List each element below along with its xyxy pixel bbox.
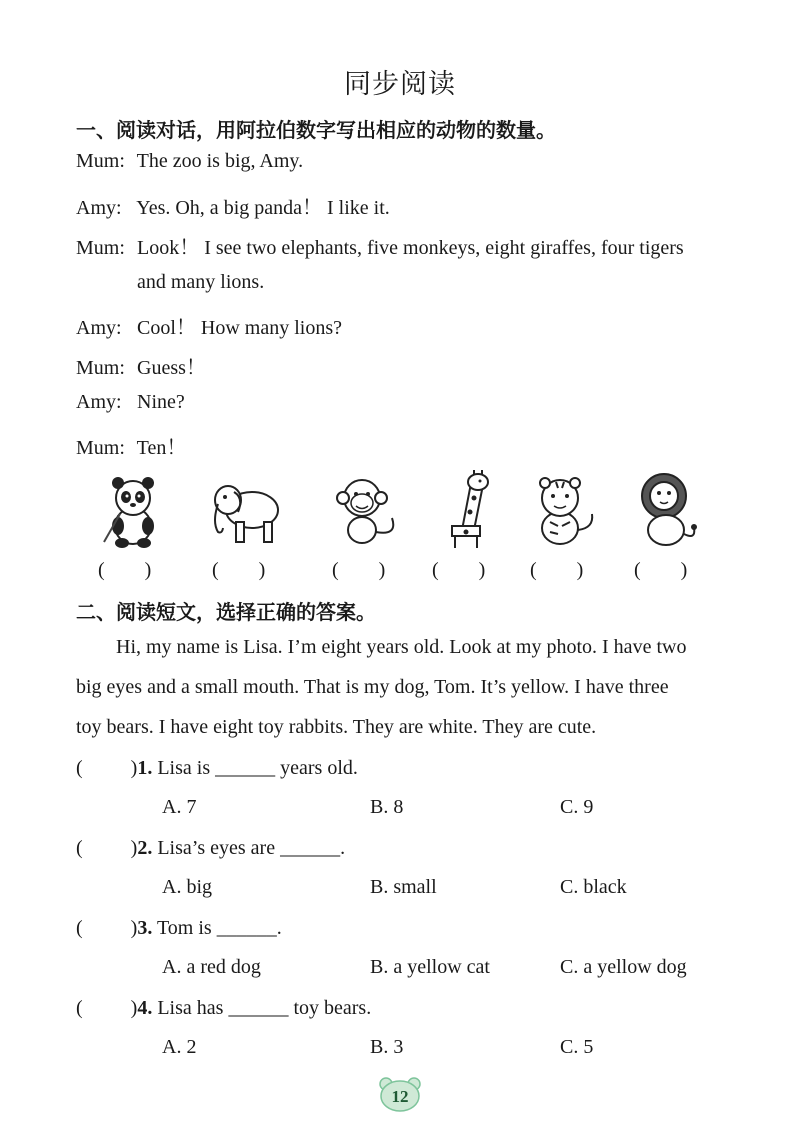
panda-icon [96, 470, 170, 550]
option-a[interactable]: A. 7 [162, 796, 197, 818]
dialogue-text: Nine? [137, 391, 185, 413]
dialogue-line [76, 431, 186, 460]
question-4 [76, 997, 371, 1020]
option-c[interactable]: C. black [560, 876, 627, 898]
answer-bracket-open[interactable]: ( [76, 917, 83, 939]
dialogue-line [76, 191, 390, 220]
answer-blank-giraffe[interactable]: ( ) [432, 559, 486, 581]
option-c[interactable]: C. a yellow dog [560, 956, 687, 978]
dialogue-line [76, 271, 264, 294]
answer-blank-elephant[interactable]: ( ) [212, 559, 266, 581]
answer-bracket-open[interactable]: ( [76, 997, 83, 1019]
option-c[interactable]: C. 5 [560, 1036, 594, 1058]
dialogue-text: Yes. Oh, a big panda！ I like it. [136, 197, 390, 219]
option-a[interactable]: A. big [162, 876, 212, 898]
giraffe-icon [430, 470, 504, 550]
option-c[interactable]: C. 9 [560, 796, 594, 818]
page-number-badge [377, 1075, 423, 1113]
monkey-icon [330, 470, 404, 550]
question-1 [76, 757, 358, 780]
question-3 [76, 917, 282, 940]
speaker: Amy: [76, 317, 122, 339]
speaker: Amy: [76, 391, 122, 413]
dialogue-line [76, 311, 342, 340]
question-number: 2. [137, 837, 153, 859]
page-number: 12 [391, 1087, 409, 1106]
dialogue-line [76, 231, 684, 260]
speaker: Mum: [76, 357, 125, 379]
answer-bracket-open[interactable]: ( [76, 837, 83, 859]
dialogue-text: Look！ I see two elephants, five monkeys, eight giraffes, four tigers [137, 237, 684, 259]
section-1-heading: 一、阅读对话，用阿拉伯数字写出相应的动物的数量。 [76, 118, 556, 142]
dialogue-text: Cool！ How many lions? [137, 317, 342, 339]
question-text: Lisa is ______ years old. [157, 757, 358, 779]
question-text: Lisa has ______ toy bears. [157, 997, 372, 1019]
elephant-icon [208, 470, 282, 550]
answer-blank-monkey[interactable]: ( ) [332, 559, 386, 581]
option-a[interactable]: A. a red dog [162, 956, 261, 978]
speaker: Mum: [76, 437, 125, 459]
question-text: Tom is ______. [156, 917, 282, 939]
question-number: 1. [137, 757, 153, 779]
answer-bracket-close[interactable]: ) [130, 997, 138, 1019]
answer-blank-tiger[interactable]: ( ) [530, 559, 584, 581]
dialogue-text: Ten！ [136, 437, 187, 459]
answer-bracket-close[interactable]: ) [130, 917, 138, 939]
dialogue-text: The zoo is big, Amy. [136, 150, 304, 172]
tiger-icon [528, 470, 602, 550]
passage-line: big eyes and a small mouth. That is my dog, Tom. It’s yellow. I have three [76, 676, 669, 698]
option-b[interactable]: B. 3 [370, 1036, 404, 1058]
dialogue-line [76, 351, 206, 380]
dialogue-text: and many lions. [137, 271, 265, 293]
answer-bracket-close[interactable]: ) [130, 837, 138, 859]
answer-bracket-open[interactable]: ( [76, 757, 83, 779]
answer-bracket-close[interactable]: ) [130, 757, 138, 779]
option-b[interactable]: B. 8 [370, 796, 404, 818]
speaker: Mum: [76, 150, 125, 172]
option-b[interactable]: B. small [370, 876, 437, 898]
passage-line: toy bears. I have eight toy rabbits. They are white. They are cute. [76, 716, 597, 738]
speaker: Amy: [76, 197, 122, 219]
dialogue-text: Guess！ [137, 357, 206, 379]
option-b[interactable]: B. a yellow cat [370, 956, 490, 978]
option-a[interactable]: A. 2 [162, 1036, 197, 1058]
question-number: 3. [137, 917, 153, 939]
dialogue-line [76, 150, 303, 173]
answer-blank-panda[interactable]: ( ) [98, 559, 152, 581]
lion-icon [632, 470, 706, 550]
section-2-heading: 二、阅读短文，选择正确的答案。 [76, 600, 376, 624]
passage-line: Hi, my name is Lisa. I’m eight years old. Look at my photo. I have two [116, 636, 687, 658]
question-number: 4. [137, 997, 153, 1019]
page-title: 同步阅读 [344, 69, 456, 100]
answer-blank-lion[interactable]: ( ) [634, 559, 688, 581]
dialogue-line [76, 391, 185, 414]
speaker: Mum: [76, 237, 125, 259]
question-2 [76, 837, 345, 860]
question-text: Lisa’s eyes are ______. [157, 837, 346, 859]
